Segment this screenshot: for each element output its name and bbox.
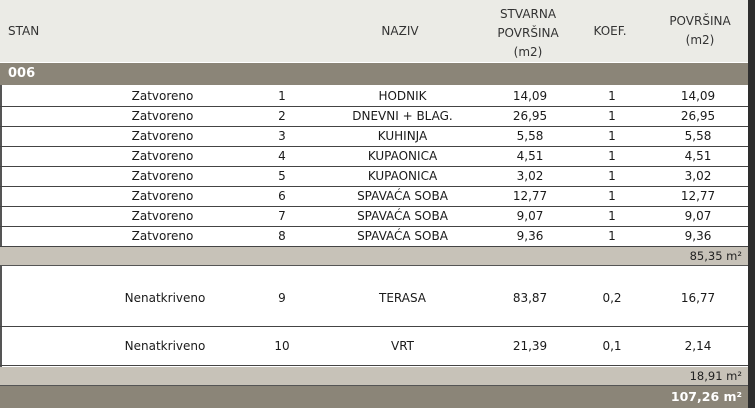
row-number: 2 <box>278 109 286 123</box>
row-koef: 1 <box>608 189 616 203</box>
stan-id: 006 <box>8 66 36 81</box>
row-stvarna: 4,51 <box>516 149 544 163</box>
table-row <box>0 147 748 167</box>
row-povrsina: 4,51 <box>684 149 712 163</box>
row-koef: 0,1 <box>602 339 622 353</box>
table-row <box>0 107 748 127</box>
header-stvarna-line3: (m2) <box>513 45 543 59</box>
row-stvarna: 3,02 <box>516 169 544 183</box>
row-name: KUPAONICA <box>367 149 438 163</box>
row-name: TERASA <box>378 291 427 305</box>
row-number: 7 <box>278 209 286 223</box>
row-koef: 1 <box>608 169 616 183</box>
row-number: 5 <box>278 169 286 183</box>
row-status: Zatvoreno <box>131 209 194 223</box>
row-status: Zatvoreno <box>131 189 194 203</box>
row-name: DNEVNI + BLAG. <box>352 109 453 123</box>
table-row <box>0 167 748 187</box>
table-row <box>0 127 748 147</box>
row-koef: 1 <box>608 129 616 143</box>
row-status: Zatvoreno <box>131 129 194 143</box>
row-povrsina: 2,14 <box>684 339 712 353</box>
row-number: 3 <box>278 129 286 143</box>
row-koef: 1 <box>608 229 616 243</box>
row-koef: 1 <box>608 109 616 123</box>
header-povrsina <box>650 12 750 50</box>
header-koef: KOEF. <box>593 24 627 38</box>
subtotal-open-value: 18,91 m² <box>689 369 742 383</box>
header-naziv: NAZIV <box>381 24 419 38</box>
stan-bar <box>0 63 748 85</box>
table-row <box>0 87 748 107</box>
row-povrsina: 26,95 <box>680 109 716 123</box>
row-number: 6 <box>278 189 286 203</box>
row-status: Zatvoreno <box>131 89 194 103</box>
row-stvarna: 83,87 <box>512 291 548 305</box>
row-stvarna: 12,77 <box>512 189 548 203</box>
subtotal-closed-value: 85,35 m² <box>689 249 742 263</box>
header-stvarna-line1: STVARNA <box>499 7 557 21</box>
header-povrsina-line2: (m2) <box>685 33 715 47</box>
header-stvarna-povrsina <box>478 5 578 62</box>
subtotal-closed <box>0 247 748 266</box>
row-koef: 1 <box>608 209 616 223</box>
row-stvarna: 5,58 <box>516 129 544 143</box>
row-stvarna: 14,09 <box>512 89 548 103</box>
row-name: SPAVAĆA SOBA <box>357 209 448 223</box>
row-stvarna: 9,36 <box>516 229 544 243</box>
header-povrsina-line1: POVRŠINA <box>669 14 731 28</box>
row-name: SPAVAĆA SOBA <box>357 189 448 203</box>
row-stvarna: 9,07 <box>516 209 544 223</box>
table-row <box>0 327 748 366</box>
header-stan: STAN <box>8 24 40 38</box>
row-status: Nenatkriveno <box>124 339 206 353</box>
row-name: KUHINJA <box>377 129 428 143</box>
row-povrsina: 14,09 <box>680 89 716 103</box>
table-row <box>0 187 748 207</box>
table-row <box>0 227 748 247</box>
row-povrsina: 9,36 <box>684 229 712 243</box>
row-stvarna: 26,95 <box>512 109 548 123</box>
row-status: Zatvoreno <box>131 109 194 123</box>
row-povrsina: 5,58 <box>684 129 712 143</box>
right-edge-bar <box>748 0 755 408</box>
row-koef: 1 <box>608 89 616 103</box>
row-name: VRT <box>390 339 414 353</box>
row-povrsina: 3,02 <box>684 169 712 183</box>
row-povrsina: 16,77 <box>680 291 716 305</box>
row-number: 9 <box>278 291 286 305</box>
row-povrsina: 12,77 <box>680 189 716 203</box>
row-koef: 1 <box>608 149 616 163</box>
row-number: 8 <box>278 229 286 243</box>
row-status: Zatvoreno <box>131 149 194 163</box>
row-name: SPAVAĆA SOBA <box>357 229 448 243</box>
row-status: Nenatkriveno <box>124 291 206 305</box>
row-name: KUPAONICA <box>367 169 438 183</box>
table-row <box>0 270 748 327</box>
row-number: 10 <box>274 339 290 353</box>
row-number: 4 <box>278 149 286 163</box>
row-name: HODNIK <box>378 89 427 103</box>
row-koef: 0,2 <box>602 291 622 305</box>
row-status: Zatvoreno <box>131 229 194 243</box>
row-stvarna: 21,39 <box>512 339 548 353</box>
total-bar <box>0 386 748 408</box>
header-stvarna-line2: POVRŠINA <box>497 26 559 40</box>
row-status: Zatvoreno <box>131 169 194 183</box>
table-header <box>0 0 748 62</box>
total-value: 107,26 m² <box>670 389 742 404</box>
row-number: 1 <box>278 89 286 103</box>
row-povrsina: 9,07 <box>684 209 712 223</box>
table-row <box>0 207 748 227</box>
subtotal-open <box>0 367 748 386</box>
